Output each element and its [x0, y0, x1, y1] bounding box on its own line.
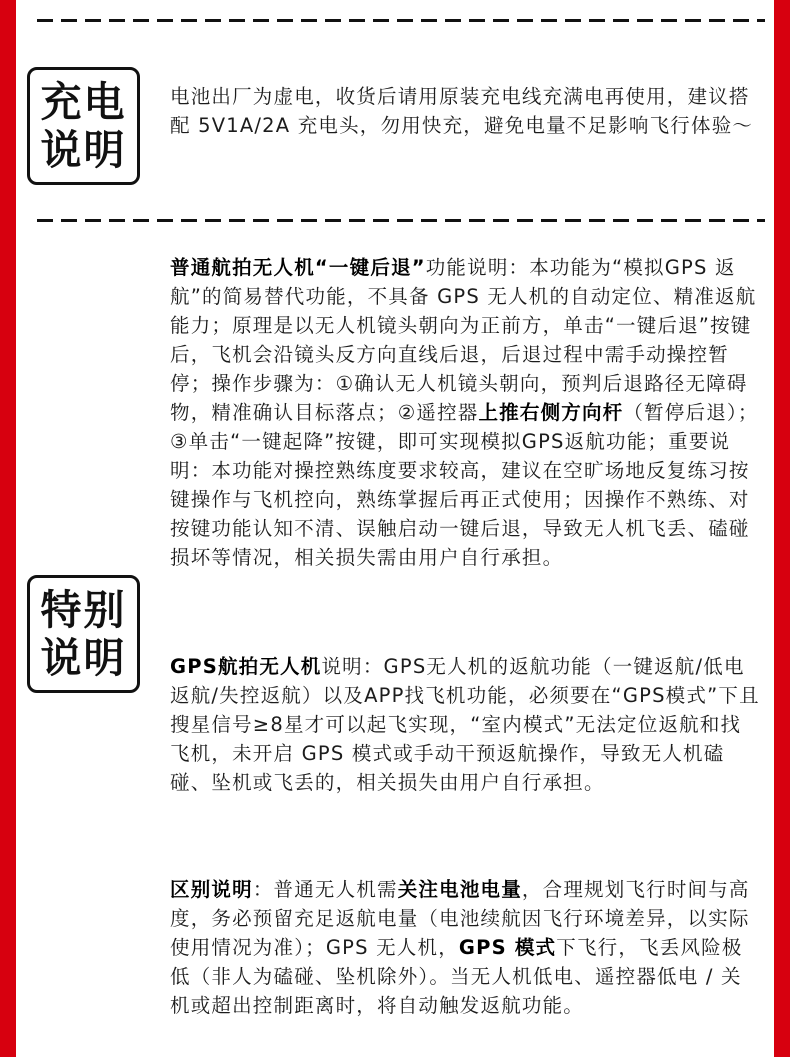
difference-text-a: ：普通无人机需: [252, 878, 398, 901]
charging-label-line2: 说明: [40, 126, 127, 174]
charging-label-line1: 充电: [40, 78, 127, 126]
one-key-retreat-emphasis: 上推右侧方向杆: [478, 401, 624, 424]
right-red-border: [774, 0, 790, 1057]
one-key-retreat-text-a: 功能说明：本功能为“模拟GPS 返航”的简易替代功能，不具备 GPS 无人机的自动定位、精准返航能力；原理是以无人机镜头朝向为正前方，单击“一键后退”按键后，飞机会沿镜头反方向直线后退，后退过程中需手动操控暂停；操作步骤为：①确认无人机镜头朝向，预判后退路径无障碍物，精准确认目标落点；②遥控器: [170, 256, 757, 424]
one-key-retreat-text-b: （暂停后退）；③单击“一键起降”按键，即可实现模拟GPS返航功能；重要说明：本功能对操控熟练度要求较高，建议在空旷场地反复练习按键操作与飞机控向，熟练掌握后再正式使用；因操作不熟练、对按键功能认知不清、误触启动一键后退，导致无人机飞丢、磕碰损坏等情况，相关损失需由用户自行承担。: [170, 401, 759, 569]
special-label-line1: 特别: [40, 586, 127, 634]
left-red-border: [0, 0, 16, 1057]
difference-paragraph: [170, 875, 760, 1020]
gps-drone-text: 说明：GPS无人机的返航功能（一键返航/低电返航/失控返航）以及APP找飞机功能，必须要在“GPS模式”下且搜星信号≥8星才可以起飞实现，“室内模式”无法定位返航和找飞机，未开启 GPS 模式或手动干预返航操作，导致无人机磕碰、坠机或飞丢的，相关损失由用户自行承担。: [170, 655, 760, 794]
one-key-retreat-paragraph: [170, 253, 760, 572]
difference-emphasis-battery: 关注电池电量: [397, 878, 522, 901]
difference-emphasis-gps: GPS 模式: [458, 936, 557, 959]
middle-dashed-divider: [37, 219, 765, 222]
gps-drone-paragraph: [170, 652, 760, 797]
special-label-line2: 说明: [40, 634, 127, 682]
difference-text-c: 下飞行，飞丢风险极低（非人为磕碰、坠机除外）。当无人机低电、遥控器低电 / 关机或超出控制距离时，将自动触发返航功能。: [170, 936, 743, 1017]
difference-heading: 区别说明: [170, 878, 253, 901]
top-dashed-divider: [37, 19, 765, 22]
gps-drone-heading: GPS航拍无人机: [170, 655, 322, 678]
one-key-retreat-heading: 普通航拍无人机“一键后退”: [170, 256, 426, 279]
special-label-box: [27, 575, 140, 693]
charging-label-box: [27, 67, 140, 185]
difference-text-b: ，合理规划飞行时间与高度，务必预留充足返航电量（电池续航因飞行环境差异，以实际使用情况为准）；GPS 无人机，: [170, 878, 750, 959]
charging-description: 电池出厂为虚电，收货后请用原装充电线充满电再使用，建议搭配 5V1A/2A 充电头，勿用快充，避免电量不足影响飞行体验～: [170, 85, 754, 137]
